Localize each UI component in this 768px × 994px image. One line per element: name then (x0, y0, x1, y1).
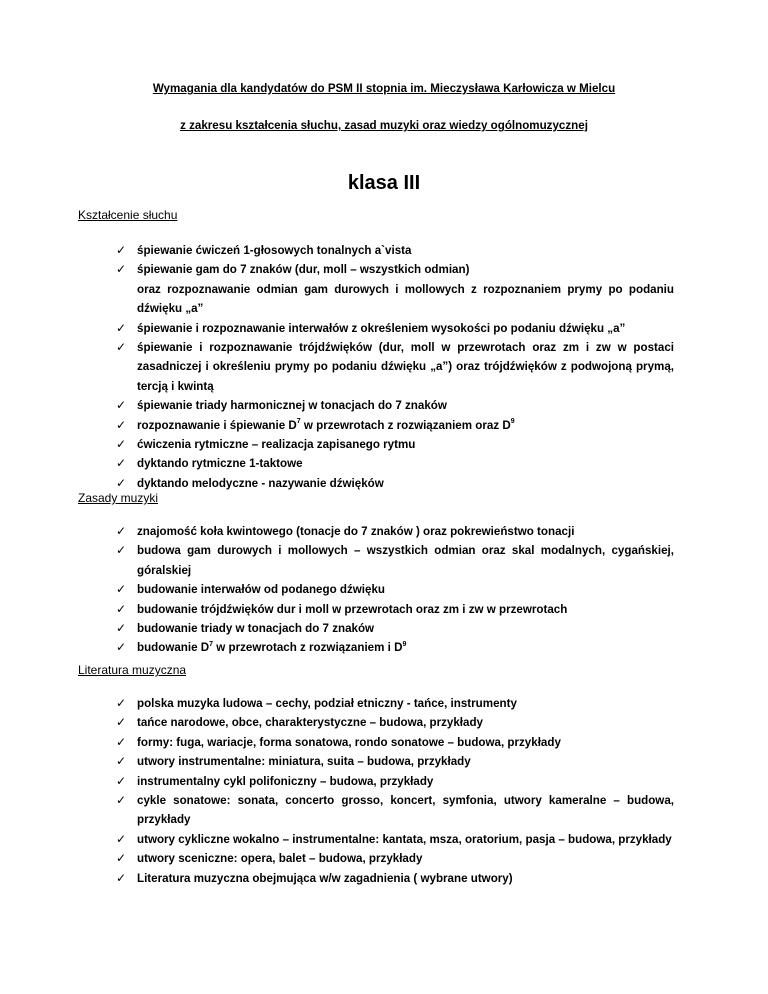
list-item: ✓ utwory cykliczne wokalno – instrumentalne: kantata, msza, oratorium, pasja – budowa, przykłady (116, 830, 674, 849)
list-item: ✓ dyktando melodyczne - nazywanie dźwięków (116, 474, 674, 493)
check-icon: ✓ (116, 262, 127, 277)
list-item-d7: ✓ rozpoznawanie i śpiewanie $D^7$ w przewrotach z rozwiązaniem oraz $D^9$ (116, 416, 674, 435)
check-icon: ✓ (116, 243, 127, 257)
check-icon: ✓ (116, 793, 127, 808)
check-icon: ✓ (116, 437, 127, 452)
section-title-zasady: Zasady muzyki (78, 491, 159, 505)
list-item: ✓ dyktando rytmiczne 1-taktowe (116, 454, 674, 473)
list-item: ✓ budowanie triady w tonacjach do 7 znaków (116, 619, 674, 638)
list-item: ✓ śpiewanie ćwiczeń 1-głosowych tonalnych a`vista (116, 241, 674, 260)
list-item: ✓ śpiewanie triady harmonicznej w tonacjach do 7 znaków (116, 396, 674, 415)
list-item: ✓ budowanie interwałów od podanego dźwięku (116, 580, 674, 599)
check-icon: ✓ (116, 640, 127, 655)
check-icon: ✓ (116, 582, 127, 597)
list-item: ✓ utwory sceniczne: opera, balet – budowa, przykłady (116, 849, 674, 868)
list-item-continuation: oraz rozpoznawanie odmian gam durowych i mollowych z rozpoznaniem prymy po podaniu dźwięku „a” (137, 282, 674, 316)
section-title-ksztalcenie: Kształcenie słuchu (78, 208, 178, 222)
check-icon: ✓ (116, 773, 127, 788)
class-title: klasa III (347, 172, 421, 194)
list-item: ✓ instrumentalny cykl polifoniczny – budowa, przykłady (116, 772, 674, 791)
list-item: ✓ tańce narodowe, obce, charakterystyczne – budowa, przykłady (116, 713, 674, 732)
list-ksztalcenie (116, 241, 674, 493)
check-icon: ✓ (116, 870, 127, 885)
section-title-literatura: Literatura muzyczna (78, 663, 187, 677)
list-item: ✓ śpiewanie i rozpoznawanie trójdźwięków (dur, moll w przewrotach oraz zm i zw w postaci zasadniczej i określeniu prymy po podaniu dźwięku „a”) oraz trójdźwięków z podwojoną prymą, tercją i kwintą (116, 340, 674, 393)
check-icon: ✓ (116, 601, 127, 616)
list-item: ✓ ćwiczenia rytmiczne – realizacja zapisanego rytmu (116, 435, 674, 454)
check-icon: ✓ (116, 417, 127, 432)
check-icon: ✓ (116, 524, 127, 538)
check-icon: ✓ (116, 696, 127, 710)
list-item: ✓ utwory instrumentalne: miniatura, suita – budowa, przykłady (116, 752, 674, 771)
check-icon: ✓ (116, 475, 127, 490)
check-icon: ✓ (116, 851, 127, 866)
list-item: ✓ formy: fuga, wariacje, forma sonatowa, rondo sonatowe – budowa, przykłady (116, 733, 674, 752)
document-header-subtitle: z zakresu kształcenia słuchu, zasad muzyki oraz wiedzy ogólnomuzycznej (180, 119, 588, 132)
list-item-d7: ✓ budowanie $D^7$ w przewrotach z rozwiązaniem i $D^9$ (116, 638, 674, 657)
list-item: ✓ cykle sonatowe: sonata, concerto grosso, koncert, symfonia, utwory kameralne – budowa, przykłady (116, 793, 674, 827)
list-literatura (116, 694, 674, 888)
document-header-title: Wymagania dla kandydatów do PSM II stopnia im. Mieczysława Karłowicza w Mielcu (152, 82, 616, 95)
check-icon: ✓ (116, 754, 127, 769)
list-item: ✓ znajomość koła kwintowego (tonacje do 7 znaków ) oraz pokrewieństwo tonacji (116, 522, 674, 541)
list-item: ✓ śpiewanie i rozpoznawanie interwałów z określeniem wysokości po podaniu dźwięku „a” (116, 319, 674, 338)
check-icon: ✓ (116, 734, 127, 749)
list-zasady (116, 522, 674, 658)
check-icon: ✓ (116, 456, 127, 471)
check-icon: ✓ (116, 398, 127, 413)
check-icon: ✓ (116, 543, 127, 558)
check-icon: ✓ (116, 340, 127, 355)
check-icon: ✓ (116, 621, 127, 636)
check-icon: ✓ (116, 831, 127, 846)
list-item: ✓ Literatura muzyczna obejmująca w/w zagadnienia ( wybrane utwory) (116, 869, 674, 888)
check-icon: ✓ (116, 715, 127, 730)
list-item: ✓ polska muzyka ludowa – cechy, podział etniczny - tańce, instrumenty (116, 694, 674, 713)
list-item: ✓ budowa gam durowych i mollowych – wszystkich odmian oraz skal modalnych, cygańskiej, góralskiej (116, 543, 674, 577)
check-icon: ✓ (116, 320, 127, 335)
list-item: ✓ budowanie trójdźwięków dur i moll w przewrotach oraz zm i zw w przewrotach (116, 600, 674, 619)
list-item: ✓ śpiewanie gam do 7 znaków (dur, moll – wszystkich odmian) (116, 260, 674, 279)
